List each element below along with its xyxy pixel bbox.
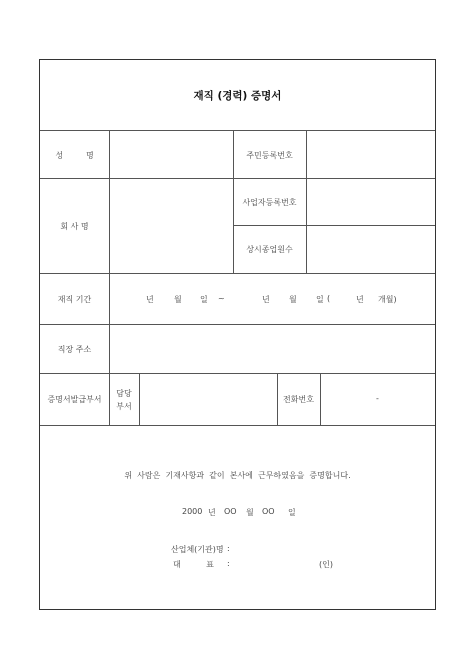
divider bbox=[306, 130, 307, 273]
period-year-1: 년 bbox=[146, 295, 154, 304]
name-label: 성 명 bbox=[55, 151, 94, 160]
seal-mark: (인) bbox=[319, 560, 333, 569]
business-reg-no-label: 사업자등록번호 bbox=[242, 198, 297, 207]
period-tilde: ~ bbox=[218, 294, 225, 303]
divider bbox=[109, 373, 110, 425]
period-day-2: 일 bbox=[316, 295, 324, 304]
date-year: 2000 bbox=[182, 507, 203, 516]
period-month-2: 월 bbox=[289, 295, 297, 304]
period-year-3: 년 bbox=[356, 295, 364, 304]
divider bbox=[139, 373, 140, 425]
work-address-label: 직장 주소 bbox=[57, 345, 92, 354]
period-year-2: 년 bbox=[262, 295, 270, 304]
company-name-sign-colon: : bbox=[227, 544, 230, 553]
issue-date bbox=[40, 507, 435, 519]
company-name-sign-label: 산업체(기관)명 bbox=[171, 545, 224, 554]
divider bbox=[109, 130, 110, 373]
phone-value: - bbox=[376, 394, 379, 403]
employees-label: 상시종업원수 bbox=[246, 245, 293, 254]
divider bbox=[40, 178, 435, 179]
period-month-1: 월 bbox=[174, 295, 182, 304]
date-month-unit: 월 bbox=[246, 508, 254, 517]
company-name-label: 회 사 명 bbox=[60, 222, 89, 231]
divider bbox=[40, 425, 435, 426]
divider bbox=[40, 324, 435, 325]
divider bbox=[233, 225, 435, 226]
issuing-dept-label: 증명서발급부서 bbox=[47, 395, 102, 404]
page-title: 재직 (경력) 증명서 bbox=[193, 90, 282, 102]
divider bbox=[40, 273, 435, 274]
in-charge-label-line1: 담당 bbox=[116, 389, 132, 398]
representative-colon: : bbox=[227, 559, 230, 568]
employment-period-label: 재직 기간 bbox=[57, 295, 92, 304]
resident-id-label: 주민등록번호 bbox=[246, 151, 293, 160]
period-paren-open: ( bbox=[327, 294, 331, 303]
period-months: 개월) bbox=[378, 295, 397, 304]
phone-label: 전화번호 bbox=[283, 395, 314, 404]
employment-period-value bbox=[40, 294, 435, 306]
period-day-1: 일 bbox=[200, 295, 208, 304]
date-day: OO bbox=[262, 507, 275, 516]
divider bbox=[40, 130, 435, 131]
representative-label: 대 표 bbox=[173, 560, 214, 569]
date-month: OO bbox=[224, 507, 237, 516]
date-year-unit: 년 bbox=[208, 508, 216, 517]
in-charge-label-line2: 부서 bbox=[116, 402, 132, 411]
certification-statement: 위 사람은 기재사항과 같이 본사에 근무하였음을 증명합니다. bbox=[124, 471, 351, 480]
divider bbox=[40, 373, 435, 374]
certificate-form bbox=[39, 59, 436, 610]
date-day-unit: 일 bbox=[288, 508, 296, 517]
